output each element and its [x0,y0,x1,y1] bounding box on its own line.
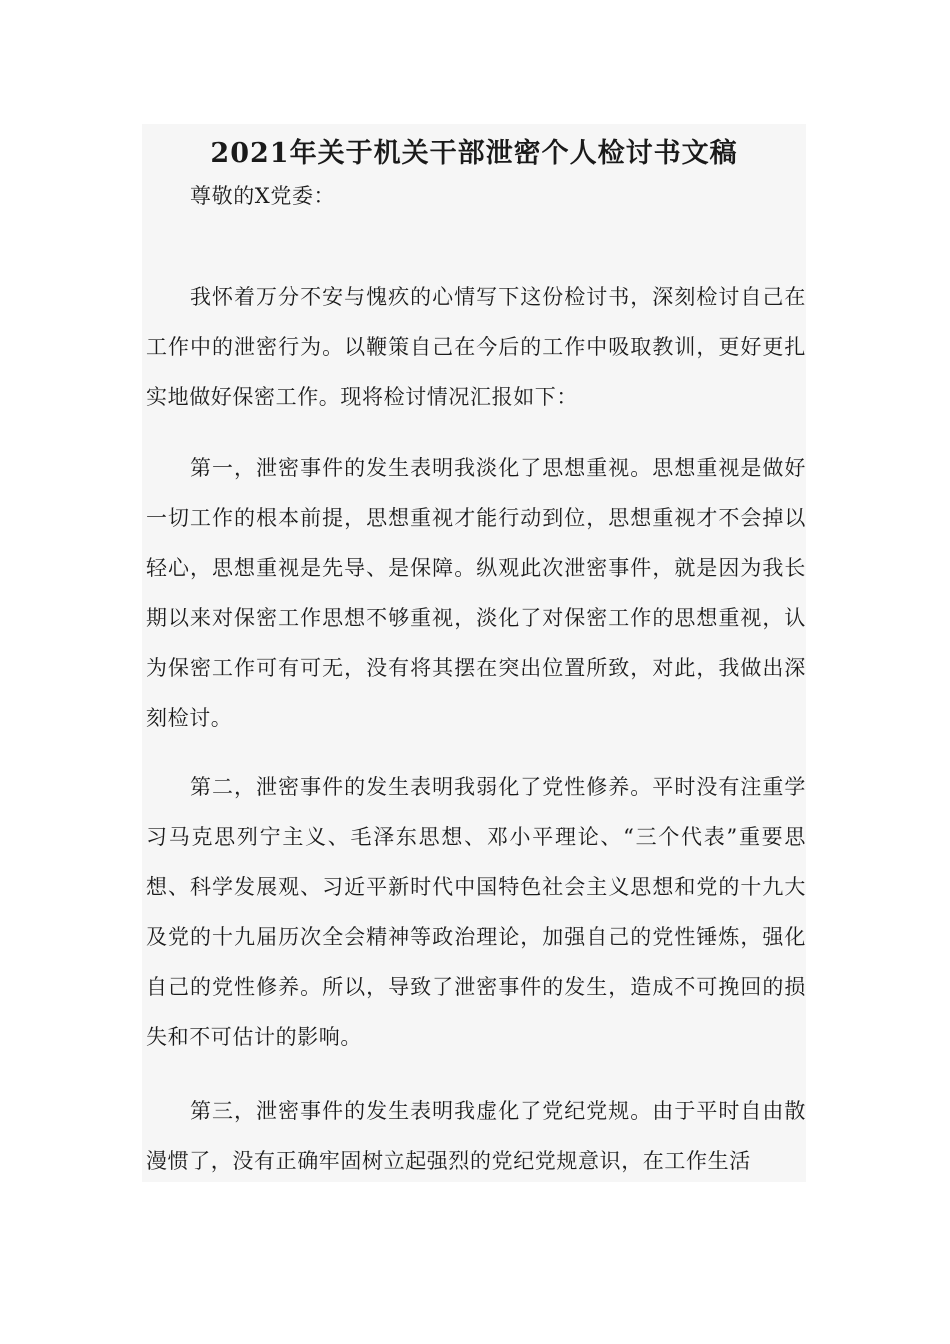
salutation: 尊敬的X党委： [190,184,336,208]
paragraph-first-point: 第一，泄密事件的发生表明我淡化了思想重视。思想重视是做好一切工作的根本前提，思想重视才能行动到位，思想重视才不会掉以轻心，思想重视是先导、是保障。纵观此次泄密事件，就是因为我长期以来对保密工作思想不够重视，淡化了对保密工作的思想重视，认为保密工作可有可无，没有将其摆在突出位置所致，对此，我做出深刻检讨。 [146,456,806,730]
document-title: 2021年关于机关干部泄密个人检讨书文稿 [210,138,738,169]
paragraph-intro: 我怀着万分不安与愧疚的心情写下这份检讨书，深刻检讨自己在工作中的泄密行为。以鞭策自己在今后的工作中吸取教训，更好更扎实地做好保密工作。现将检讨情况汇报如下： [146,285,806,409]
paragraph-third-point: 第三，泄密事件的发生表明我虚化了党纪党规。由于平时自由散漫惯了，没有正确牢固树立起强烈的党纪党规意识，在工作生活 [146,1099,806,1173]
paragraph-second-point: 第二，泄密事件的发生表明我弱化了党性修养。平时没有注重学习马克思列宁主义、毛泽东思想、邓小平理论、“三个代表”重要思想、科学发展观、习近平新时代中国特色社会主义思想和党的十九大及党的十九届历次全会精神等政治理论，加强自己的党性锤炼，强化自己的党性修养。所以，导致了泄密事件的发生，造成不可挽回的损失和不可估计的影响。 [146,775,806,1049]
